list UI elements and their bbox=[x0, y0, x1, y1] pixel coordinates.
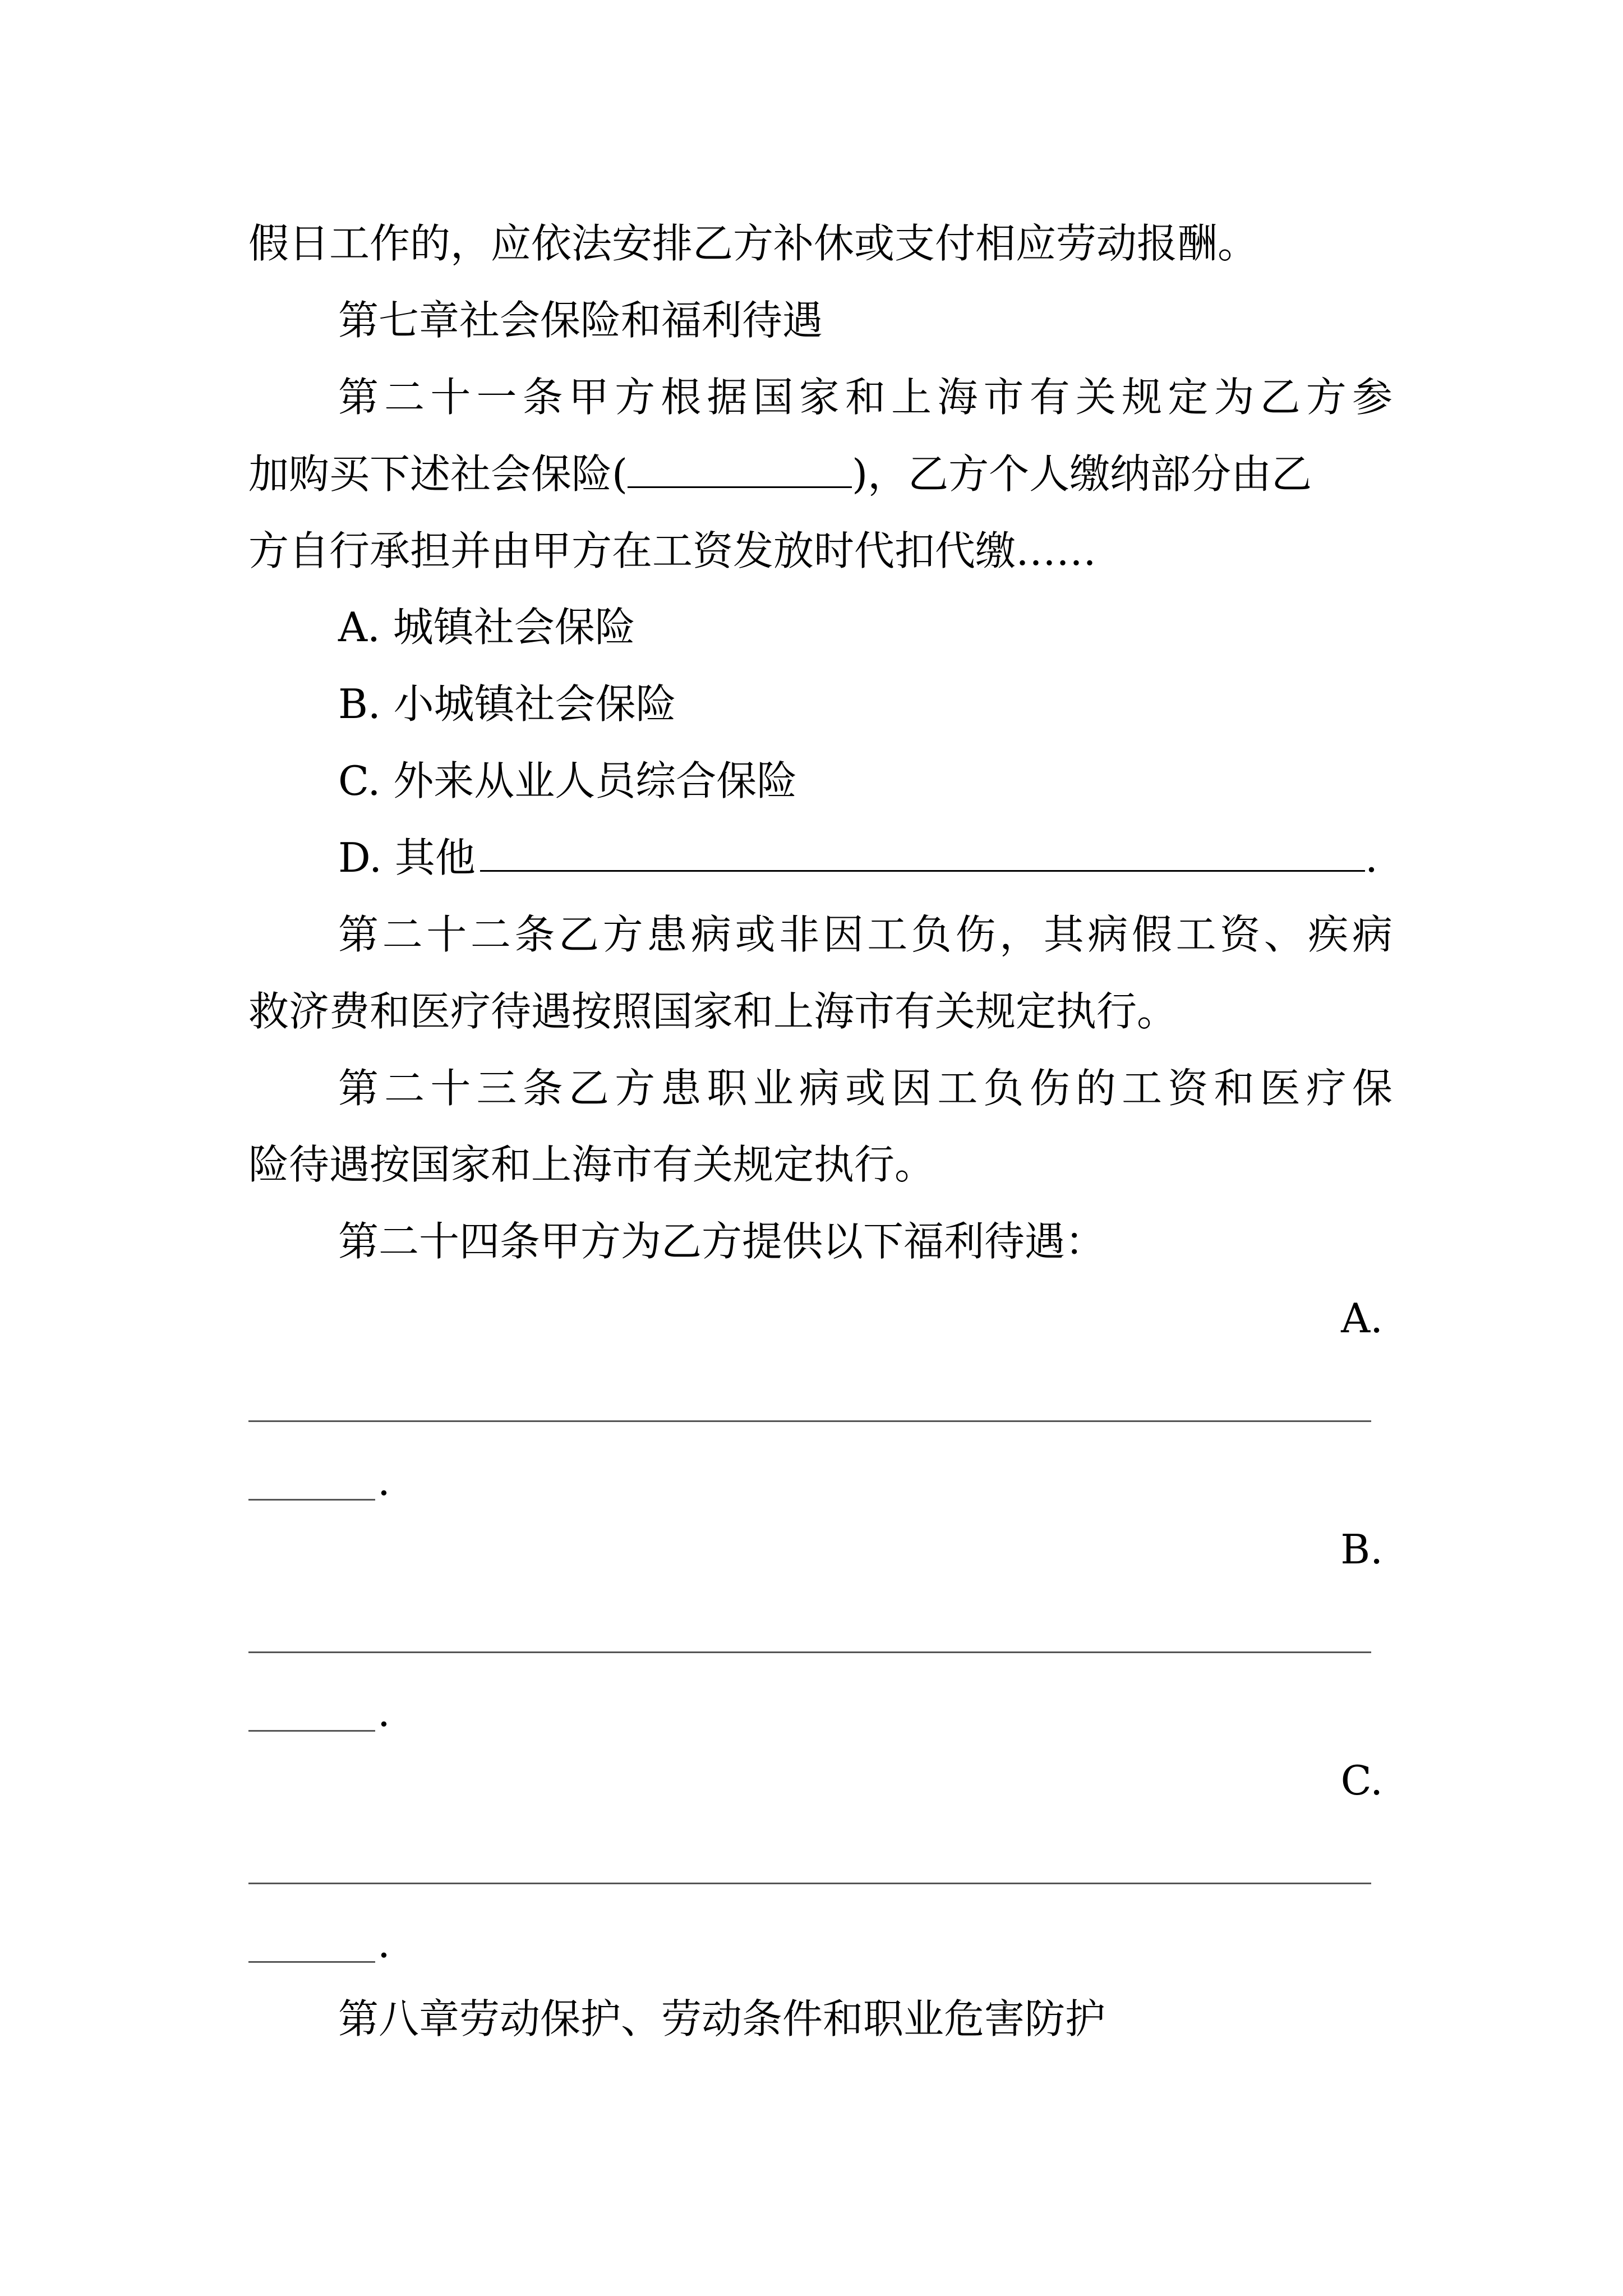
benefit-a-blank-continuation[interactable] bbox=[248, 1499, 375, 1501]
benefit-a-period: . bbox=[377, 1457, 390, 1504]
article-21-line-2 bbox=[248, 450, 1393, 498]
option-d-end: . bbox=[1364, 834, 1378, 881]
benefit-c-blank[interactable] bbox=[248, 1883, 1371, 1884]
option-c: C. 外来从业人员综合保险 bbox=[338, 757, 797, 804]
article-21-line-1: 第二十一条甲方根据国家和上海市有关规定为乙方参 bbox=[338, 374, 1393, 421]
benefit-c-period: . bbox=[377, 1920, 390, 1967]
benefit-b-label: B. bbox=[1340, 1526, 1383, 1573]
benefit-b-blank-continuation[interactable] bbox=[248, 1730, 375, 1732]
option-b: B. 小城镇社会保险 bbox=[338, 680, 676, 728]
benefit-a-label: A. bbox=[1341, 1295, 1383, 1342]
paragraph-line: 假日工作的，应依法安排乙方补休或支付相应劳动报酬。 bbox=[248, 220, 1258, 267]
insurance-blank[interactable] bbox=[628, 454, 852, 488]
article-22-line-2: 救济费和医疗待遇按照国家和上海市有关规定执行。 bbox=[248, 988, 1178, 1035]
benefit-c-blank-continuation[interactable] bbox=[248, 1961, 375, 1963]
chapter-8-heading: 第八章劳动保护、劳动条件和职业危害防护 bbox=[338, 1995, 1106, 2042]
article-23-line-1: 第二十三条乙方患职业病或因工负伤的工资和医疗保 bbox=[338, 1065, 1393, 1112]
option-a: A. 城镇社会保险 bbox=[338, 604, 635, 651]
benefit-a-blank[interactable] bbox=[248, 1420, 1371, 1422]
article-22-line-1: 第二十二条乙方患病或非因工负伤，其病假工资、疾病 bbox=[338, 911, 1393, 958]
option-d-blank[interactable] bbox=[480, 838, 1365, 872]
benefit-b-period: . bbox=[377, 1688, 390, 1736]
article-24: 第二十四条甲方为乙方提供以下福利待遇： bbox=[338, 1218, 1106, 1265]
article-21-text-b: )，乙方个人缴纳部分由乙 bbox=[852, 450, 1312, 498]
option-d bbox=[338, 834, 1378, 881]
article-21-text-a: 加购买下述社会保险( bbox=[248, 450, 628, 498]
benefit-c-label: C. bbox=[1340, 1757, 1383, 1804]
chapter-7-heading: 第七章社会保险和福利待遇 bbox=[338, 297, 823, 344]
article-23-line-2: 险待遇按国家和上海市有关规定执行。 bbox=[248, 1141, 935, 1188]
option-d-label: D. 其他 bbox=[338, 834, 476, 881]
benefit-b-blank[interactable] bbox=[248, 1651, 1371, 1653]
article-21-line-3: 方自行承担并由甲方在工资发放时代扣代缴…… bbox=[248, 527, 1097, 574]
